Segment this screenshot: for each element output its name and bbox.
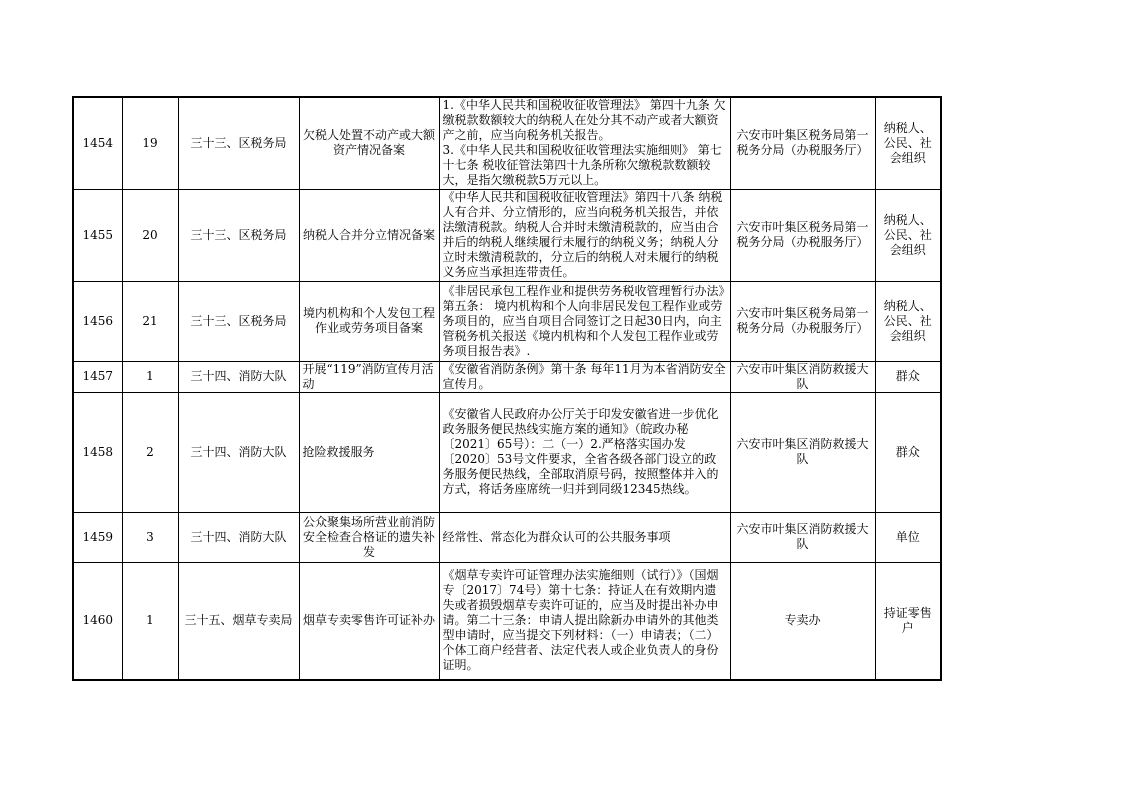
row-handling-unit: 专卖办 — [730, 562, 875, 680]
row-target-group: 持证零售户 — [875, 562, 941, 680]
row-target-group: 纳税人、公民、社会组织 — [875, 281, 941, 361]
row-item-name: 欠税人处置不动产或大额资产情况备案 — [299, 97, 439, 189]
row-seq: 1 — [122, 361, 178, 392]
row-department: 三十四、消防大队 — [178, 361, 299, 392]
row-id: 1455 — [73, 189, 122, 281]
row-handling-unit: 六安市叶集区税务局第一税务分局（办税服务厅） — [730, 281, 875, 361]
row-target-group: 群众 — [875, 392, 941, 512]
row-id: 1456 — [73, 281, 122, 361]
row-item-name: 开展“119”消防宣传月活动 — [299, 361, 439, 392]
table-row — [73, 392, 941, 512]
row-seq: 2 — [122, 392, 178, 512]
table-row — [73, 361, 941, 392]
row-legal-basis: 《烟草专卖许可证管理办法实施细则（试行）》（国烟专〔2017〕74号）第十七条：持证人在有效期内遗失或者损毁烟草专卖许可证的，应当及时提出补办申请。第二十三条：申请人提出除新办申请外的其他类型申请时，应当提交下列材料：（一）申请表；（二）个体工商户经营者、法定代表人或企业负责人的身份证明。 — [439, 562, 730, 680]
row-seq: 1 — [122, 562, 178, 680]
row-id: 1457 — [73, 361, 122, 392]
row-department: 三十三、区税务局 — [178, 189, 299, 281]
service-items-table — [72, 96, 942, 681]
row-item-name: 纳税人合并分立情况备案 — [299, 189, 439, 281]
table-row — [73, 512, 941, 562]
row-legal-basis: 《中华人民共和国税收征收管理法》第四十八条 纳税人有合并、分立情形的，应当向税务机关报告，并依法缴清税款。纳税人合并时未缴清税款的，应当由合并后的纳税人继续履行未履行的纳税义务；纳税人分立时未缴清税款的，分立后的纳税人对未履行的纳税义务应当承担连带责任。 — [439, 189, 730, 281]
row-id: 1458 — [73, 392, 122, 512]
row-legal-basis: 1.《中华人民共和国税收征收管理法》 第四十九条 欠缴税款数额较大的纳税人在处分其不动产或者大额资产之前，应当向税务机关报告。 3.《中华人民共和国税收征收管理法实施细则》 第七十七条 税收征管法第四十九条所称欠缴税款数额较大，是指欠缴税款5万元以上。 — [439, 97, 730, 189]
row-target-group: 纳税人、公民、社会组织 — [875, 189, 941, 281]
row-target-group: 纳税人、公民、社会组织 — [875, 97, 941, 189]
row-seq: 19 — [122, 97, 178, 189]
row-item-name: 烟草专卖零售许可证补办 — [299, 562, 439, 680]
row-target-group: 群众 — [875, 361, 941, 392]
row-id: 1459 — [73, 512, 122, 562]
row-handling-unit: 六安市叶集区消防救援大队 — [730, 512, 875, 562]
row-department: 三十三、区税务局 — [178, 281, 299, 361]
table-row — [73, 97, 941, 189]
row-item-name: 抢险救援服务 — [299, 392, 439, 512]
row-legal-basis: 经常性、常态化为群众认可的公共服务事项 — [439, 512, 730, 562]
row-item-name: 公众聚集场所营业前消防安全检查合格证的遗失补发 — [299, 512, 439, 562]
row-seq: 21 — [122, 281, 178, 361]
row-department: 三十五、烟草专卖局 — [178, 562, 299, 680]
row-handling-unit: 六安市叶集区税务局第一税务分局（办税服务厅） — [730, 189, 875, 281]
row-handling-unit: 六安市叶集区消防救援大队 — [730, 392, 875, 512]
table-row — [73, 189, 941, 281]
table-row — [73, 562, 941, 680]
row-id: 1460 — [73, 562, 122, 680]
row-handling-unit: 六安市叶集区税务局第一税务分局（办税服务厅） — [730, 97, 875, 189]
row-seq: 3 — [122, 512, 178, 562]
row-seq: 20 — [122, 189, 178, 281]
row-department: 三十四、消防大队 — [178, 512, 299, 562]
row-item-name: 境内机构和个人发包工程作业或劳务项目备案 — [299, 281, 439, 361]
row-legal-basis: 《安徽省人民政府办公厅关于印发安徽省进一步优化政务服务便民热线实施方案的通知》（皖政办秘〔2021〕65号）：二（一）2.严格落实国办发〔2020〕53号文件要求，全省各级各部门设立的政务服务便民热线，全部取消原号码，按照整体并入的方式，将话务座席统一归并到同级12345热线。 — [439, 392, 730, 512]
table-row — [73, 281, 941, 361]
row-department: 三十三、区税务局 — [178, 97, 299, 189]
row-legal-basis: 《安徽省消防条例》第十条 每年11月为本省消防安全宣传月。 — [439, 361, 730, 392]
row-id: 1454 — [73, 97, 122, 189]
row-target-group: 单位 — [875, 512, 941, 562]
row-handling-unit: 六安市叶集区消防救援大队 — [730, 361, 875, 392]
row-department: 三十四、消防大队 — [178, 392, 299, 512]
row-legal-basis: 《非居民承包工程作业和提供劳务税收管理暂行办法》第五条： 境内机构和个人向非居民发包工程作业或劳务项目的，应当自项目合同签订之日起30日内，向主管税务机关报送《境内机构和个人发包工程作业或劳务项目报告表》. — [439, 281, 730, 361]
